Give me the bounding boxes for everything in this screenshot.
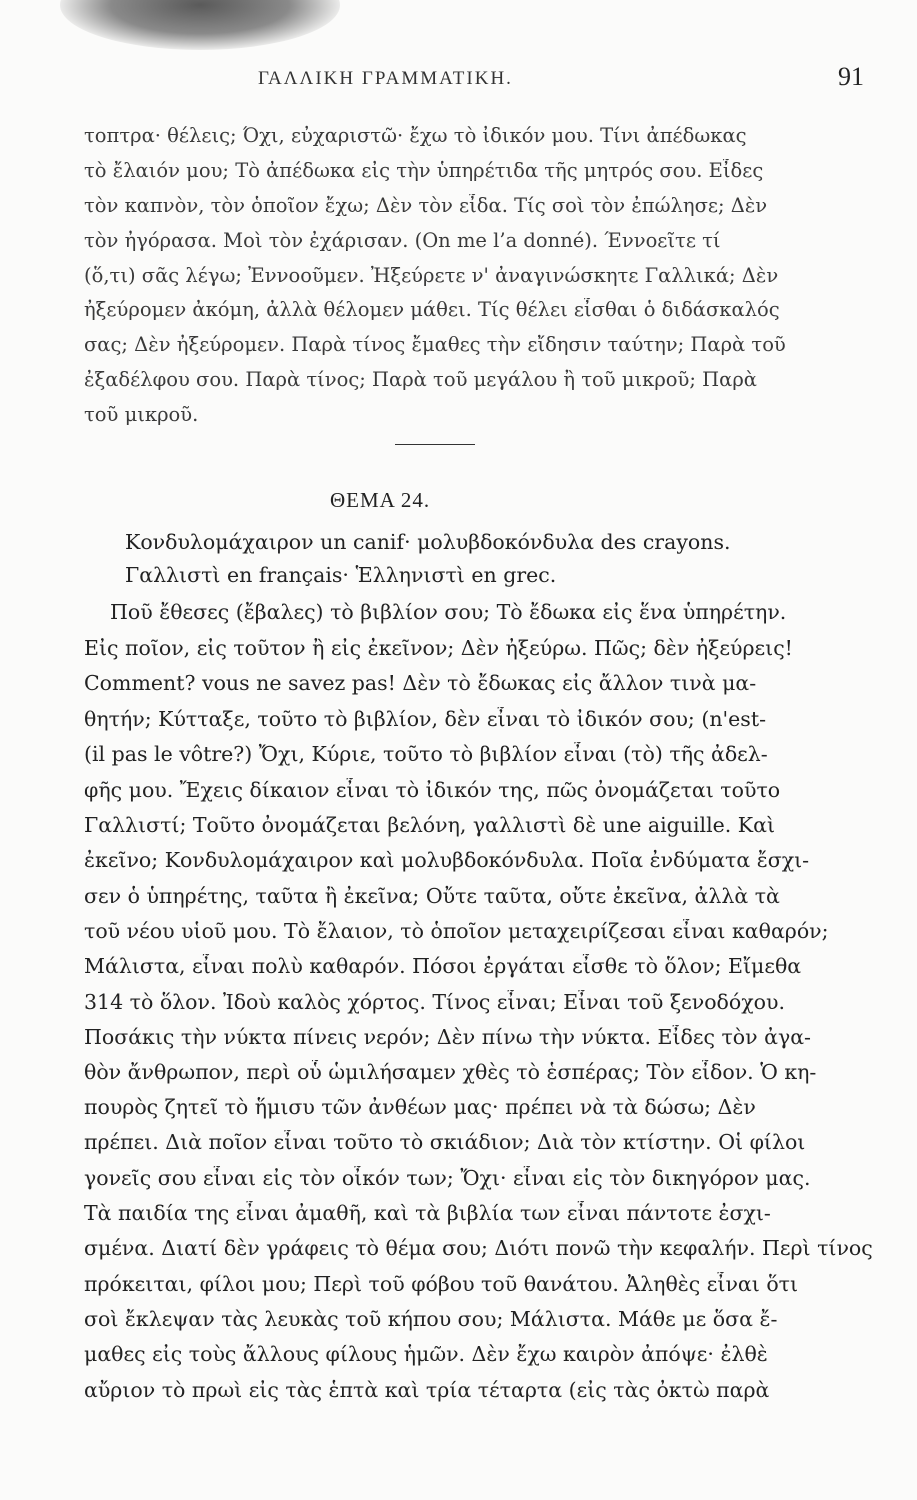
text-line: Ποῦ ἔθεσες (ἔβαλες) τὸ βιβλίον σου; Τὸ ἔδωκα εἰς ἕνα ὑπηρέτην.: [110, 600, 787, 624]
text-line: Τὰ παιδία της εἶναι ἀμαθῆ, καὶ τὰ βιβλία των εἶναι πάντοτε ἐσχι-: [84, 1201, 771, 1225]
text-line: ἐξαδέλφου σου. Παρὰ τίνος; Παρὰ τοῦ μεγάλου ἢ τοῦ μικροῦ; Παρὰ: [84, 368, 757, 391]
text-line: Γαλλιστί; Τοῦτο ὀνομάζεται βελόνη, γαλλιστὶ δὲ une aiguille. Καὶ: [84, 813, 775, 837]
section-title: ΘΕΜΑ 24.: [330, 488, 431, 512]
text-line: 314 τὸ ὅλον. Ἰδοὺ καλὸς χόρτος. Τίνος εἶναι; Εἶναι τοῦ ξενοδόχου.: [84, 990, 785, 1014]
text-line: Κονδυλομάχαιρον un canif· μολυβδοκόνδυλα des crayons.: [125, 530, 731, 554]
page-header: [0, 62, 917, 102]
text-line: τὸν ἠγόρασα. Μοὶ τὸν ἐχάρισαν. (On me l’a donné). Έννοεῖτε τί: [84, 229, 721, 252]
text-line: τοῦ μικροῦ.: [84, 403, 199, 426]
text-line: (il pas le vôtre?) Ὄχι, Κύριε, τοῦτο τὸ βιβλίον εἶναι (τὸ) τῆς ἀδελ-: [84, 742, 768, 766]
text-line: ἐκεῖνο; Κονδυλομάχαιρον καὶ μολυβδοκόνδυλα. Ποῖα ἐνδύματα ἔσχι-: [84, 848, 810, 872]
text-line: (ὅ,τι) σᾶς λέγω; Ἐννοοῦμεν. Ἠξεύρετε ν' ἀναγινώσκητε Γαλλικά; Δὲν: [84, 264, 779, 287]
text-line: Ποσάκις τὴν νύκτα πίνεις νερόν; Δὲν πίνω τὴν νύκτα. Εἶδες τὸν ἀγα-: [84, 1025, 811, 1049]
text-line: πρόκειται, φίλοι μου; Περὶ τοῦ φόβου τοῦ θανάτου. Ἀληθὲς εἶναι ὅτι: [84, 1272, 799, 1296]
text-line: τοῦ νέου υἱοῦ μου. Τὸ ἔλαιον, τὸ ὁποῖον μεταχειρίζεσαι εἶναι καθαρόν;: [84, 919, 829, 943]
text-line: θὸν ἄνθρωπον, περὶ οὗ ὡμιλήσαμεν χθὲς τὸ ἑσπέρας; Τὸν εἶδον. Ὁ κη-: [84, 1060, 817, 1084]
text-line: τὸ ἔλαιόν μου; Τὸ ἀπέδωκα εἰς τὴν ὑπηρέτιδα τῆς μητρός σου. Εἶδες: [84, 159, 764, 182]
text-line: πουρὸς ζητεῖ τὸ ἥμισυ τῶν ἀνθέων μας· πρέπει νὰ τὰ δώσω; Δὲν: [84, 1095, 756, 1119]
section-divider: [395, 444, 475, 445]
text-line: τὸν καπνὸν, τὸν ὁποῖον ἔχω; Δὲν τὸν εἶδα. Τίς σοὶ τὸν ἐπώλησε; Δὲν: [84, 194, 768, 217]
text-line: Comment? vous ne savez pas! Δὲν τὸ ἔδωκας εἰς ἄλλον τινὰ μα-: [84, 671, 757, 695]
text-line: σμένα. Διατί δὲν γράφεις τὸ θέμα σου; Διότι πονῶ τὴν κεφαλήν. Περὶ τίνος: [84, 1236, 873, 1260]
page-number: 91: [838, 62, 864, 91]
text-line: φῆς μου. Ἔχεις δίκαιον εἶναι τὸ ἰδικόν της, πῶς ὀνομάζεται τοῦτο: [84, 778, 781, 802]
text-line: τοπτρα· θέλεις; Όχι, εὐχαριστῶ· ἔχω τὸ ἰδικόν μου. Τίνι ἀπέδωκας: [84, 124, 747, 147]
running-head: ΓΑΛΛΙΚΗ ΓΡΑΜΜΑΤΙΚΗ.: [258, 68, 513, 89]
scan-shadow: [60, 0, 340, 50]
text-line: σας; Δὲν ἠξεύρομεν. Παρὰ τίνος ἔμαθες τὴν εἴδησιν ταύτην; Παρὰ τοῦ: [84, 333, 786, 356]
text-line: ἠξεύρομεν ἀκόμη, ἀλλὰ θέλομεν μάθει. Τίς θέλει εἶσθαι ὁ διδάσκαλός: [84, 298, 780, 321]
text-line: πρέπει. Διὰ ποῖον εἶναι τοῦτο τὸ σκιάδιον; Διὰ τὸν κτίστην. Οἱ φίλοι: [84, 1130, 806, 1154]
text-line: Μάλιστα, εἶναι πολὺ καθαρόν. Πόσοι ἐργάται εἶσθε τὸ ὅλον; Εἴμεθα: [84, 954, 802, 978]
text-line: σοὶ ἔκλεψαν τὰς λευκὰς τοῦ κήπου σου; Μάλιστα. Μάθε με ὅσα ἔ-: [84, 1307, 778, 1331]
text-line: σεν ὁ ὑπηρέτης, ταῦτα ἢ ἐκεῖνα; Οὔτε ταῦτα, οὔτε ἐκεῖνα, ἀλλὰ τὰ: [84, 884, 780, 908]
text-line: γονεῖς σου εἶναι εἰς τὸν οἶκόν των; Ὄχι· εἶναι εἰς τὸν δικηγόρον μας.: [84, 1166, 811, 1190]
text-line: Εἰς ποῖον, εἰς τοῦτον ἢ εἰς ἐκεῖνον; Δὲν ἠξεύρω. Πῶς; δὲν ἠξεύρεις!: [84, 636, 793, 660]
text-line: αὔριον τὸ πρωὶ εἰς τὰς ἑπτὰ καὶ τρία τέταρτα (εἰς τὰς ὀκτὼ παρὰ: [84, 1378, 770, 1402]
text-line: θητήν; Κύτταξε, τοῦτο τὸ βιβλίον, δὲν εἶναι τὸ ἰδικόν σου; (n'est-: [84, 707, 766, 731]
text-line: μαθες εἰς τοὺς ἄλλους φίλους ἡμῶν. Δὲν ἔχω καιρὸν ἀπόψε· ἐλθὲ: [84, 1342, 768, 1366]
text-line: Γαλλιστὶ en français· Ἑλληνιστὶ en grec.: [125, 563, 557, 587]
